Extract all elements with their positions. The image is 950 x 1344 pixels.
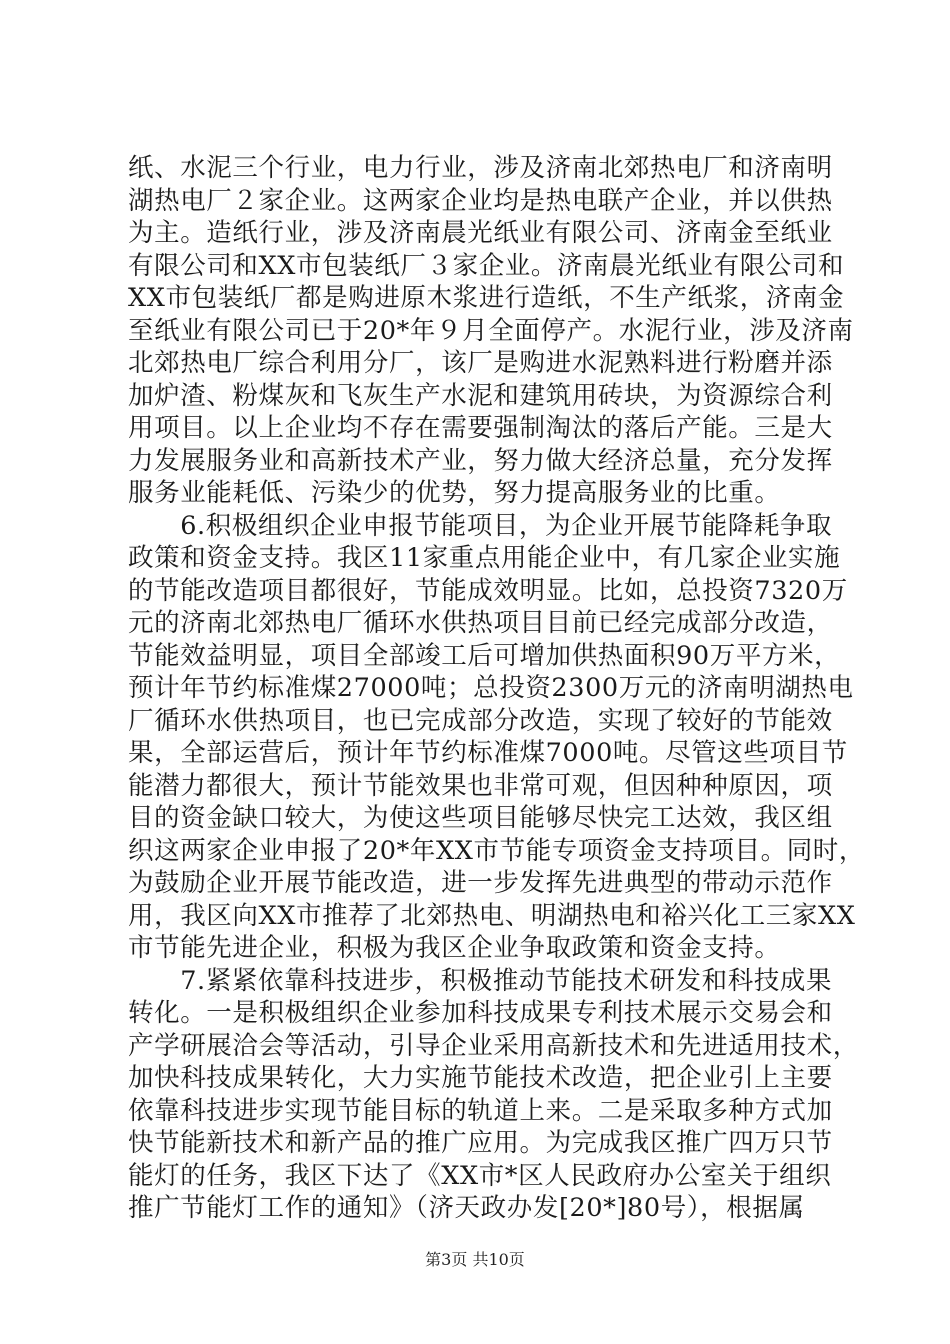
text-line: 预计年节约标准煤27000吨；总投资2300万元的济南明湖热电 xyxy=(128,673,854,703)
text-line: 产学研展洽会等活动，引导企业采用高新技术和先进适用技术， xyxy=(128,1030,859,1061)
text-line: 加炉渣、粉煤灰和飞灰生产水泥和建筑用砖块，为资源综合利 xyxy=(128,380,833,411)
paragraph-start-line: 7.紧紧依靠科技进步，积极推动节能技术研发和科技成果 xyxy=(128,965,833,996)
text-line: 目的资金缺口较大，为使这些项目能够尽快完工达效，我区组 xyxy=(128,803,833,833)
text-line: 推广节能灯工作的通知》（济天政办发[20*]80号），根据属 xyxy=(128,1193,805,1223)
text-line: 为鼓励企业开展节能改造，进一步发挥先进典型的带动示范作 xyxy=(128,868,833,898)
text-line: 湖热电厂２家企业。这两家企业均是热电联产企业，并以供热 xyxy=(128,185,833,216)
text-line: 能潜力都很大，预计节能效果也非常可观，但因种种原因，项 xyxy=(128,770,833,801)
text-line: 快节能新技术和新产品的推广应用。为完成我区推广四万只节 xyxy=(128,1128,833,1158)
text-line: 有限公司和XX市包装纸厂３家企业。济南晨光纸业有限公司和 xyxy=(128,250,845,281)
text-line: 服务业能耗低、污染少的优势，努力提高服务业的比重。 xyxy=(128,478,781,508)
paragraph-start-line: 6.积极组织企业申报节能项目，为企业开展节能降耗争取 xyxy=(128,510,833,541)
text-line: 依靠科技进步实现节能目标的轨道上来。二是采取多种方式加 xyxy=(128,1095,833,1126)
text-line: 力发展服务业和高新技术产业，努力做大经济总量，充分发挥 xyxy=(128,445,833,476)
body-text xyxy=(128,152,866,1225)
text-line: 政策和资金支持。我区11家重点用能企业中，有几家企业实施 xyxy=(128,543,841,573)
text-line: 的节能改造项目都很好，节能成效明显。比如，总投资7320万 xyxy=(128,575,848,606)
text-line: 转化。一是积极组织企业参加科技成果专利技术展示交易会和 xyxy=(128,998,833,1028)
text-line: 为主。造纸行业，涉及济南晨光纸业有限公司、济南金至纸业 xyxy=(128,218,833,248)
text-line: 用，我区向XX市推荐了北郊热电、明湖热电和裕兴化工三家XX xyxy=(128,900,856,931)
text-line: 果，全部运营后，预计年节约标准煤7000吨。尽管这些项目节 xyxy=(128,738,848,768)
text-line: XX市包装纸厂都是购进原木浆进行造纸，不生产纸浆，济南金 xyxy=(128,283,845,313)
text-line: 能灯的任务，我区下达了《XX市*区人民政府办公室关于组织 xyxy=(128,1160,832,1191)
text-line: 北郊热电厂综合利用分厂，该厂是购进水泥熟料进行粉磨并添 xyxy=(128,348,833,378)
text-line: 至纸业有限公司已于20*年９月全面停产。水泥行业，涉及济南 xyxy=(128,315,854,346)
text-line: 加快科技成果转化，大力实施节能技术改造，把企业引上主要 xyxy=(128,1063,833,1093)
text-line: 织这两家企业申报了20*年XX市节能专项资金支持项目。同时， xyxy=(128,835,866,866)
text-line: 元的济南北郊热电厂循环水供热项目目前已经完成部分改造， xyxy=(128,608,833,638)
text-line: 节能效益明显，项目全部竣工后可增加供热面积90万平方米， xyxy=(128,640,841,671)
text-line: 纸、水泥三个行业，电力行业，涉及济南北郊热电厂和济南明 xyxy=(128,153,833,183)
text-line: 市节能先进企业，积极为我区企业争取政策和资金支持。 xyxy=(128,933,781,963)
page-number-footer: 第3页 共10页 xyxy=(425,1250,525,1269)
text-line: 用项目。以上企业均不存在需要强制淘汰的落后产能。三是大 xyxy=(128,413,833,443)
text-line: 厂循环水供热项目，也已完成部分改造，实现了较好的节能效 xyxy=(128,705,833,736)
